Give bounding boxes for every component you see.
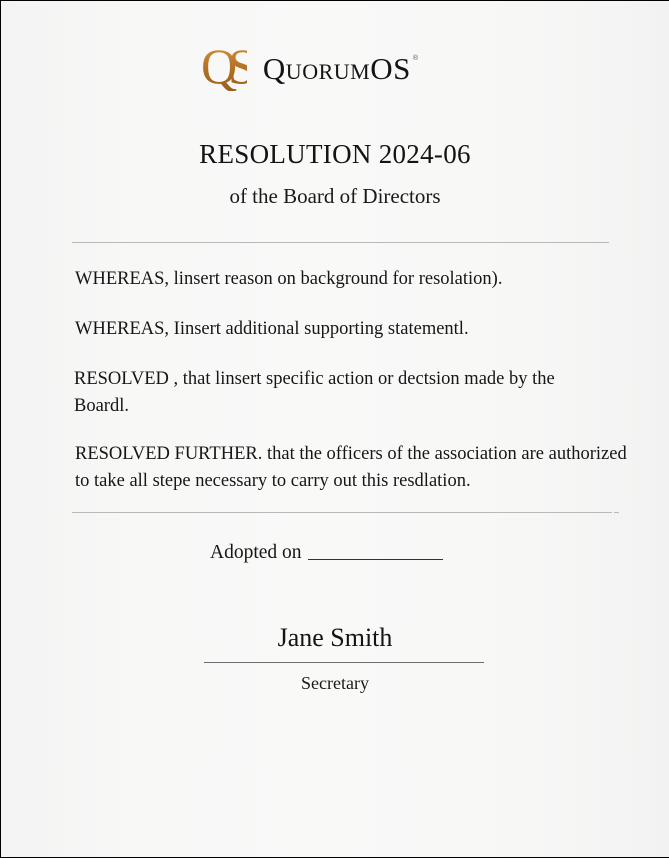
resolution-document-page bbox=[1, 1, 669, 857]
adopted-on-label: Adopted on bbox=[210, 542, 302, 563]
bottom-divider bbox=[72, 512, 612, 513]
trademark-mark: ® bbox=[412, 55, 419, 62]
document-title: RESOLUTION 2024-06 bbox=[199, 139, 471, 169]
clause-whereas-1: WHEREAS, linsert reason on background for resolation). bbox=[75, 269, 503, 289]
clause-resolved: RESOLVED , that linsert specific action or dectsion made by the Boardl. bbox=[74, 369, 555, 416]
signatory-role: Secretary bbox=[301, 673, 369, 693]
document-subtitle: of the Board of Directors bbox=[229, 184, 441, 208]
bottom-divider-tail bbox=[614, 512, 619, 513]
quorumos-logo bbox=[201, 38, 419, 94]
clause-resolved-further: RESOLVED FURTHER. that the officers of the association are authorized to take all stepe necessary to carry out this resdlation. bbox=[75, 444, 627, 491]
adopted-on-line bbox=[210, 542, 443, 564]
qs-monogram-icon: QS bbox=[201, 38, 247, 94]
signature-line bbox=[204, 662, 484, 663]
brand-name: QuorumOS bbox=[262, 51, 411, 86]
adoption-date-blank bbox=[308, 558, 443, 560]
top-divider bbox=[72, 242, 609, 243]
clause-whereas-2: WHEREAS, Iinsert additional supporting statementl. bbox=[75, 319, 469, 339]
signatory-name: Jane Smith bbox=[277, 623, 393, 652]
